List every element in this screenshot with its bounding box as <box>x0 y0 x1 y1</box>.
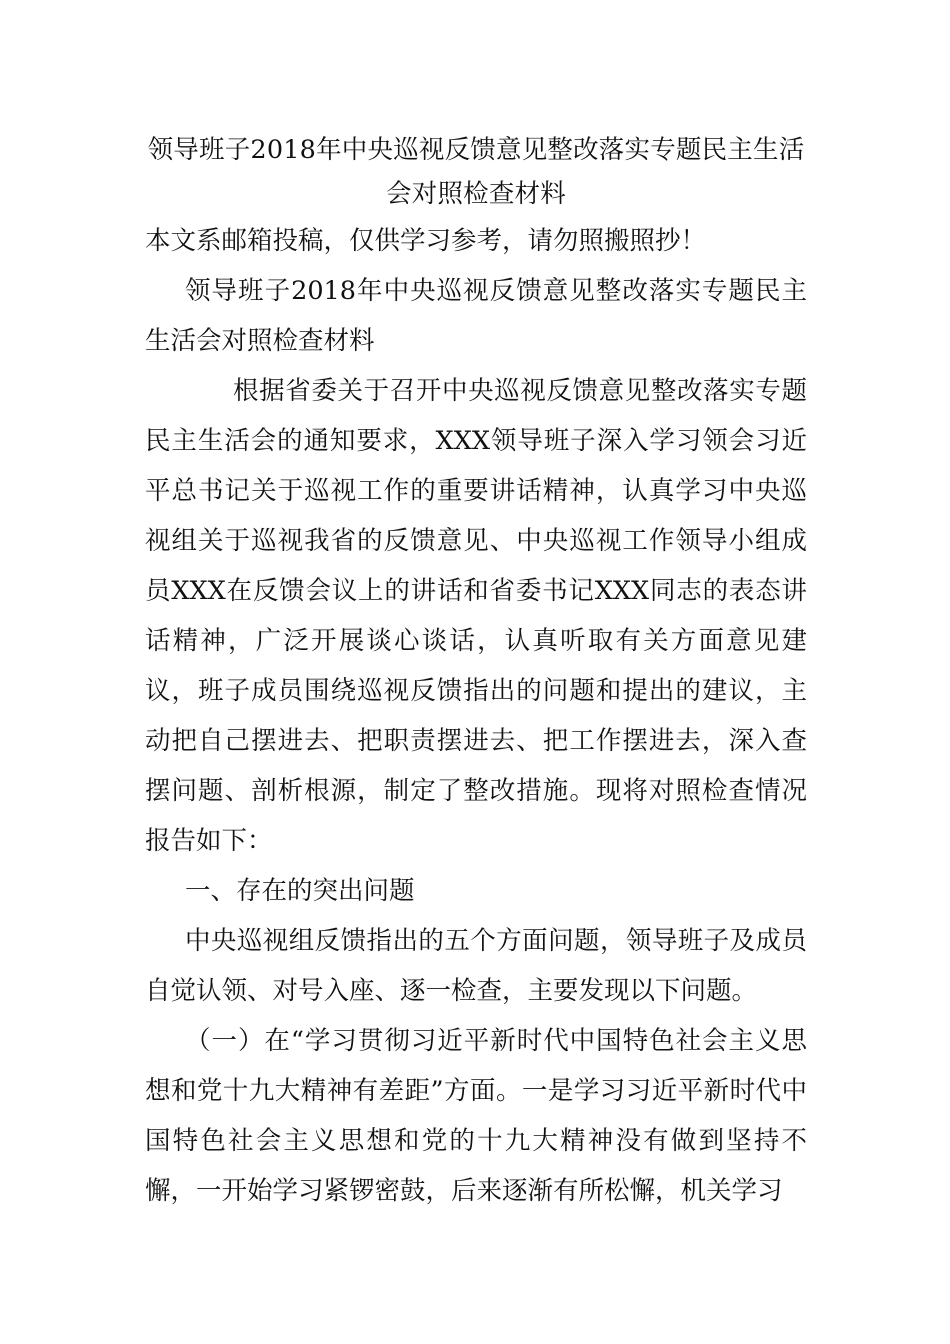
submission-notice: 本文系邮箱投稿，仅供学习参考，请勿照搬照抄！ <box>145 226 707 256</box>
body-paragraph: 根据省委关于召开中央巡视反馈意见整改落实专题民主生活会的通知要求，XXX领导班子深入学习领会习近平总书记关于巡视工作的重要讲话精神，认真学习中央巡视组关于巡视我省的反馈意见、中央巡视工作领导小组成员XXX在反馈会议上的讲话和省委书记XXX同志的表态讲话精神，广泛开展谈心谈话，认真听取有关方面意见建议，班子成员围绕巡视反馈指出的问题和提出的建议，主动把自己摆进去、把职责摆进去、把工作摆进去，深入查摆问题、剖析根源，制定了整改措施。现将对照检查情况报告如下： <box>145 376 807 856</box>
body-paragraph: （一）在“学习贯彻习近平新时代中国特色社会主义思想和党十九大精神有差距”方面。一是学习习近平新时代中国特色社会主义思想和党的十九大精神没有做到坚持不懈，一开始学习紧锣密鼓，后来逐渐有所松懈，机关学习 <box>145 1026 807 1206</box>
body-paragraph: 中央巡视组反馈指出的五个方面问题，领导班子及成员自觉认领、对号入座、逐一检查，主要发现以下问题。 <box>145 926 807 1006</box>
document-title: 领导班子2018年中央巡视反馈意见整改落实专题民主生活会对照检查材料 <box>147 135 805 209</box>
document-page <box>145 128 807 1216</box>
section-heading: 一、存在的突出问题 <box>185 876 415 906</box>
document-subtitle: 领导班子2018年中央巡视反馈意见整改落实专题民主生活会对照检查材料 <box>145 276 807 356</box>
